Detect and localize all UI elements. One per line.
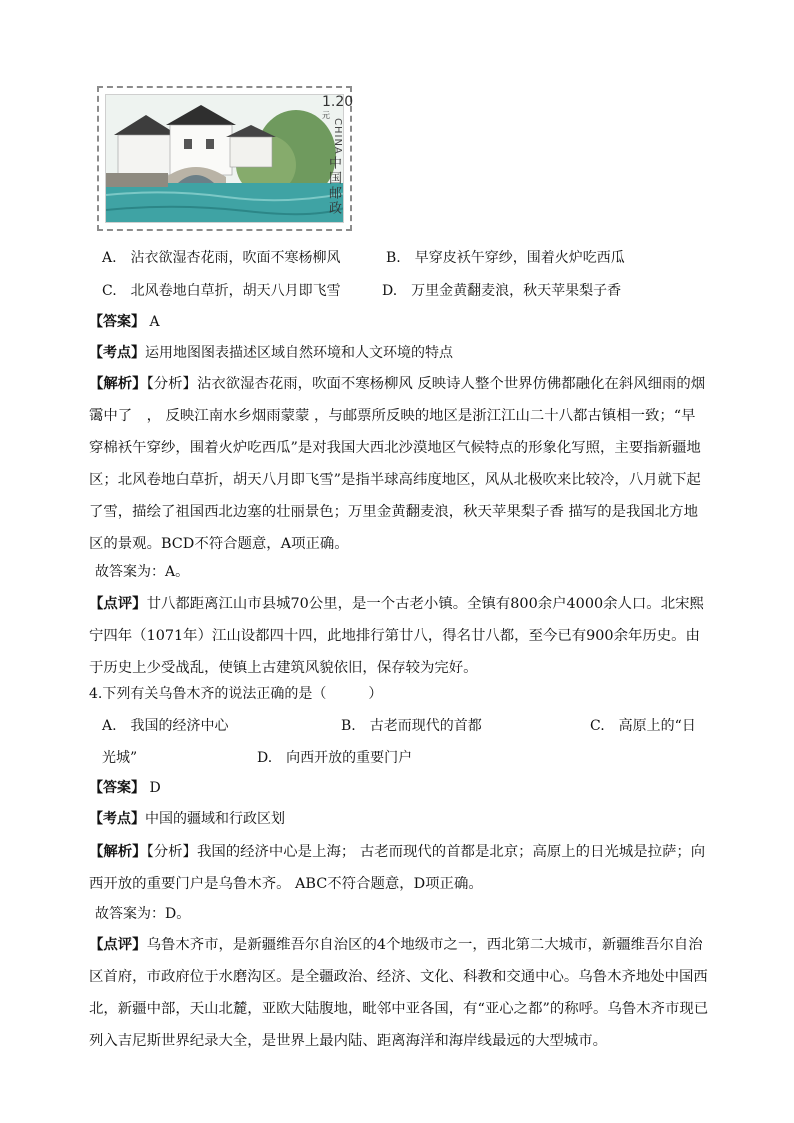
q4-option-d: D. 向西开放的重要门户 <box>257 750 413 766</box>
q4-analysis: 【解析】【分析】我国的经济中心是上海； 古老而现代的首都是北京；高原上的日光城是拉萨；向西开放的重要门户是乌鲁木齐。 ABC不符合题意，D项正确。 <box>89 843 706 892</box>
q3-option-a: A. 沾衣欲湿杏花雨，吹面不寒杨柳风 <box>102 250 341 266</box>
q3-option-b: B. 早穿皮袄午穿纱，围着火炉吃西瓜 <box>386 250 625 266</box>
stamp-country-label: CHINA <box>332 118 343 155</box>
stamp-face-value: $1.20^元$ <box>322 94 354 120</box>
q3-option-d: D. 万里金黄翻麦浪，秋天苹果梨子香 <box>382 283 622 299</box>
q3-conclusion: 故答案为：A。 <box>95 564 190 580</box>
q3-comment: 【点评】廿八都距离江山市县城70公里，是一个古老小镇。全镇有800余户4000余人口。北宋熙宁四年（1071年）江山设都四十四，此地排行第廿八，得名廿八都，至今已有900余年历史。由于历史上少受战乱，使镇上古建筑风貌依旧，保存较为完好。 <box>89 595 704 676</box>
stamp-post-label: 中国邮政 <box>326 156 341 216</box>
q4-option-b: B. 古老而现代的首都 <box>341 718 482 734</box>
stamp-scene-illustration <box>106 95 344 223</box>
q4-stem: 4.下列有关乌鲁木齐的说法正确的是（ ） <box>89 686 383 702</box>
q4-point: 【考点】中国的疆域和行政区划 <box>89 811 285 827</box>
q4-conclusion: 故答案为：D。 <box>95 906 191 922</box>
stamp-artwork <box>105 94 344 223</box>
q3-point: 【考点】运用地图图表描述区域自然环境和人文环境的特点 <box>89 345 453 361</box>
stamp-image <box>97 86 352 231</box>
q3-option-c: C. 北风卷地白草折，胡天八月即飞雪 <box>102 283 341 299</box>
q4-option-a: A. 我国的经济中心 <box>102 718 229 734</box>
q4-answer: 【答案】 D <box>89 780 161 796</box>
q4-option-c: C. 高原上的“日 <box>590 718 696 734</box>
q3-analysis: 【解析】【分析】沾衣欲湿杏花雨，吹面不寒杨柳风 反映诗人整个世界仿佛都融化在斜风细雨的烟霭中了 ， 反映江南水乡烟雨蒙蒙 ，与邮票所反映的地区是浙江江山二十八都古镇相一致；“早穿棉袄午穿纱，围着火炉吃西瓜”是对我国大西北沙漠地区气候特点的形象化写照，主要指新疆地区；北风卷地白草折，胡天八月即飞雪”是指半球高纬度地区，风从北极吹来比较冷，八月就下起了雪，描绘了祖国西北边塞的壮丽景色；万里金黄翻麦浪，秋天苹果梨子香 描写的是我国北方地区的景观。BCD不符合题意，A项正确。 <box>89 375 706 552</box>
q4-comment: 【点评】乌鲁木齐市，是新疆维吾尔自治区的4个地级市之一，西北第二大城市，新疆维吾尔自治区首府，市政府位于水磨沟区。是全疆政治、经济、文化、科教和交通中心。乌鲁木齐地处中国西北，新疆中部，天山北麓，亚欧大陆腹地，毗邻中亚各国，有“亚心之都”的称呼。乌鲁木齐市现已列入吉尼斯世界纪录大全，是世界上最内陆、距离海洋和海岸线最远的大型城市。 <box>89 936 709 1049</box>
q3-answer: 【答案】 A <box>89 314 160 330</box>
q4-option-c-continued: 光城” <box>102 750 138 766</box>
